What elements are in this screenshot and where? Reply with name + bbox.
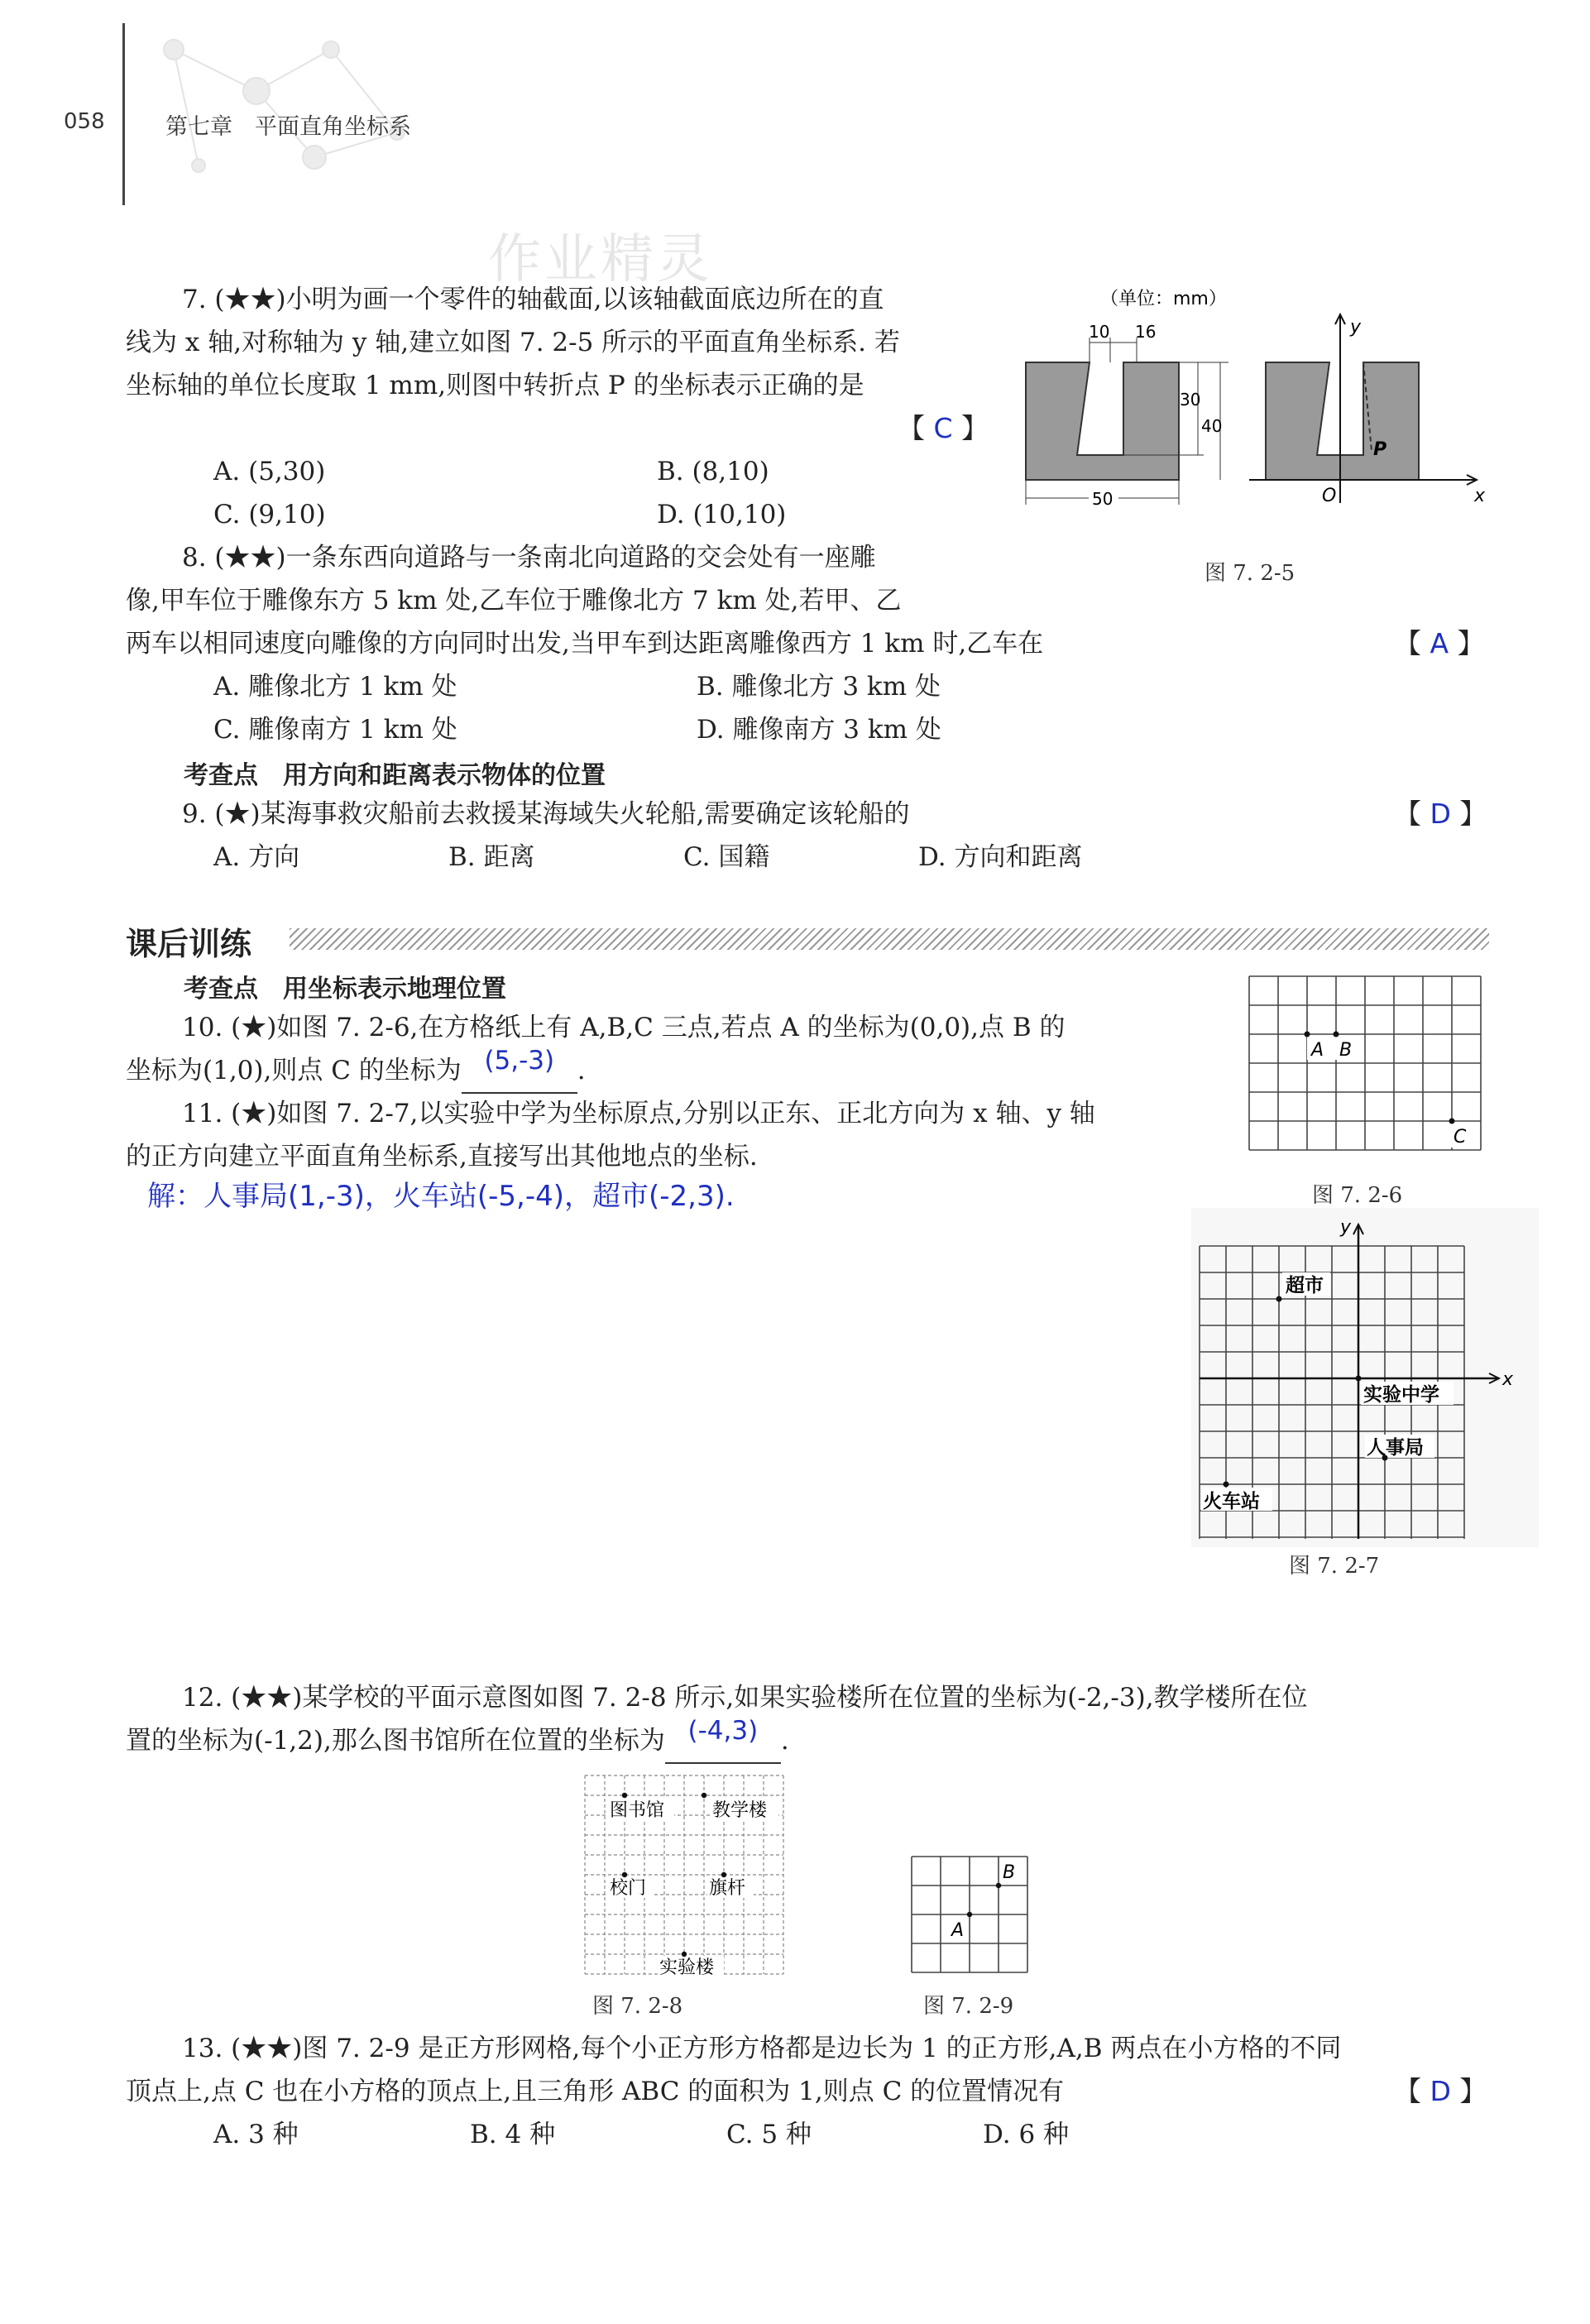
q13-answer: D [1430,2075,1451,2107]
figure-7-2-8 [583,1772,790,1979]
q10-line-1: 10. (★)如图 7. 2-6,在方格纸上有 A,B,C 三点,若点 A 的坐标为(0,0),点 B 的 [182,1013,1066,1042]
figure-7-2-6 [1245,972,1493,1154]
q13-option-c: C. 5 种 [726,2120,812,2149]
q8-line-3: 两车以相同速度向雕像的方向同时出发,当甲车到达距离雕像西方 1 km 时,乙车在 [126,629,1044,659]
q8-option-d: D. 雕像南方 3 km 处 [697,715,941,745]
q9-option-d: D. 方向和距离 [918,842,1083,872]
fig725-label-y: y [1350,317,1362,338]
q13-option-d: D. 6 种 [983,2120,1070,2149]
fig725-dim-30: 30 [1180,390,1201,410]
q11-line-1: 11. (★)如图 7. 2-7,以实验中学为坐标原点,分别以正东、正北方向为 x 轴、y 轴 [182,1099,1095,1128]
fig728-teaching: 教学楼 [712,1800,768,1821]
q13-option-b: B. 4 种 [470,2120,556,2149]
fig729-caption: 图 7. 2-9 [923,1994,1014,2019]
q10-blank [462,1046,577,1094]
q8-answer: A [1430,627,1449,659]
fig729-label-b: B [1003,1862,1016,1883]
q7-line-3: 坐标轴的单位长度取 1 mm,则图中转折点 P 的坐标表示正确的是 [126,371,864,400]
q12-answer: (-4,3) [687,1716,759,1746]
q10-period: . [577,1056,586,1085]
q9-option-c: C. 国籍 [683,842,770,872]
fig727-school: 实验中学 [1363,1384,1439,1406]
figure-7-2-9 [908,1853,1032,1977]
watermark: 作业精灵 [488,229,713,290]
fig727-label-y: y [1340,1217,1352,1238]
q10-line-2-text: 坐标为(1,0),则点 C 的坐标为 [126,1056,462,1085]
fig727-supermarket: 超市 [1286,1275,1324,1296]
fig725-dim-16: 16 [1135,322,1157,342]
q13-answer-bracket: 【 D 】 [1394,2075,1487,2107]
fig725-label-p: P [1373,439,1387,460]
q8-answer-bracket: 【 A 】 [1394,627,1485,659]
q7-option-d: D. (10,10) [657,500,787,529]
q9-text: 9. (★)某海事救灾船前去救援某海域失火轮船,需要确定该轮船的 [182,799,910,829]
figure-7-2-6-svg [1245,972,1493,1154]
figure-7-2-9-svg [908,1853,1032,1977]
key-point-coordinates: 考查点 用坐标表示地理位置 [184,975,506,1004]
figure-7-2-8-svg [583,1772,790,1979]
q13-line-1: 13. (★★)图 7. 2-9 是正方形网格,每个小正方形方格都是边长为 1 的正方形,A,B 两点在小方格的不同 [182,2034,1342,2063]
fig728-lab: 实验楼 [659,1957,715,1978]
figure-7-2-5-svg [1018,281,1497,587]
fig725-caption: 图 7. 2-5 [1204,561,1295,586]
q7-answer-bracket: 【 C 】 [898,412,989,444]
fig726-label-c: C [1454,1127,1467,1148]
figure-7-2-7 [1191,1208,1539,1547]
q12-line-1: 12. (★★)某学校的平面示意图如图 7. 2-8 所示,如果实验楼所在位置的坐标为(-2,-3),教学楼所在位 [182,1683,1308,1713]
q7-line-2: 线为 x 轴,对称轴为 y 轴,建立如图 7. 2-5 所示的平面直角坐标系. 若 [126,328,900,357]
q13-line-2: 顶点上,点 C 也在小方格的顶点上,且三角形 ABC 的面积为 1,则点 C 的位置情况有 [126,2077,1065,2106]
q9-option-a: A. 方向 [213,842,300,872]
fig728-flag: 旗杆 [709,1878,746,1899]
q11-line-2: 的正方向建立平面直角坐标系,直接写出其他地点的坐标. [126,1142,758,1172]
fig727-caption: 图 7. 2-7 [1289,1554,1380,1579]
q7-option-c: C. (9,10) [213,500,326,529]
fig727-station: 火车站 [1203,1491,1260,1512]
fig725-unit: （单位：mm） [1100,289,1227,309]
q11-answer: 解：人事局(1,-3)，火车站(-5,-4)，超市(-2,3). [147,1180,735,1213]
fig725-label-x: x [1474,486,1486,506]
figure-7-2-7-svg [1191,1208,1539,1547]
q12-blank [665,1716,781,1764]
fig726-label-b: B [1339,1040,1353,1061]
q9-option-b: B. 距离 [448,842,535,872]
q12-period: . [780,1726,789,1756]
section-hatch-bar [290,928,1489,950]
fig728-caption: 图 7. 2-8 [592,1994,683,2019]
fig726-caption: 图 7. 2-6 [1312,1183,1403,1208]
q8-option-c: C. 雕像南方 1 km 处 [213,715,457,745]
fig726-label-a: A [1311,1040,1324,1061]
chapter-title: 第七章 平面直角坐标系 [165,114,411,140]
fig725-dim-10: 10 [1089,322,1110,342]
q12-line-2-text: 置的坐标为(-1,2),那么图书馆所在位置的坐标为 [126,1726,665,1756]
figure-7-2-5 [1018,281,1497,587]
page-number: 058 [64,109,105,134]
q7-option-a: A. (5,30) [213,457,326,486]
q10-line-2 [126,1046,586,1094]
fig725-dim-50: 50 [1092,489,1113,509]
q9-answer-bracket: 【 D 】 [1394,798,1487,830]
header-divider [122,23,125,205]
section-title: 课后训练 [126,926,252,962]
q8-line-2: 像,甲车位于雕像东方 5 km 处,乙车位于雕像北方 7 km 处,若甲、乙 [126,586,902,616]
fig725-dim-40: 40 [1201,416,1223,436]
q8-line-1: 8. (★★)一条东西向道路与一条南北向道路的交会处有一座雕 [182,543,876,573]
fig727-bureau: 人事局 [1367,1437,1424,1459]
q7-option-b: B. (8,10) [657,457,769,486]
fig728-gate: 校门 [610,1878,647,1899]
key-point-direction-distance: 考查点 用方向和距离表示物体的位置 [184,761,606,790]
q13-option-a: A. 3 种 [213,2120,299,2149]
q7-line-1: 7. (★★)小明为画一个零件的轴截面,以该轴截面底边所在的直 [182,285,884,314]
fig725-label-o: O [1322,486,1337,506]
q8-option-a: A. 雕像北方 1 km 处 [213,672,457,702]
q12-line-2 [126,1716,789,1764]
q9-answer: D [1430,798,1451,830]
q10-answer: (5,-3) [484,1046,555,1076]
q8-option-b: B. 雕像北方 3 km 处 [697,672,941,702]
fig728-library: 图书馆 [610,1800,665,1821]
fig729-label-a: A [951,1920,965,1941]
q7-answer: C [933,412,953,444]
fig727-label-x: x [1502,1369,1514,1390]
